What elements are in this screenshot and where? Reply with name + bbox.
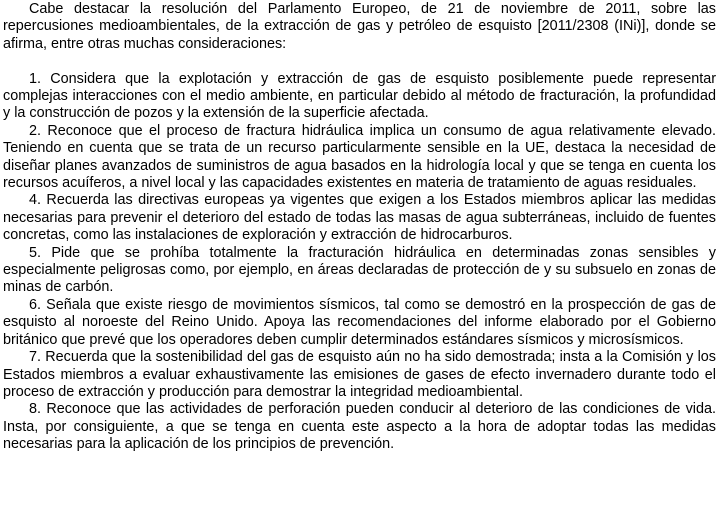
list-item-2: 2. Reconoce que el proceso de fractura hidráulica implica un consumo de agua relativamente elevado. Teniendo en cuenta que se trata de un recurso particularmente sensible en la UE, destaca la necesidad de diseñar planes avanzados de suministros de agua basados en la hidrología local y que se tenga en cuenta los recursos acuíferos, a nivel local y las capacidades existentes en materia de tratamiento de aguas residuales.	[3, 122, 716, 192]
list-item-4: 4. Recuerda las directivas europeas ya vigentes que exigen a los Estados miembros aplicar las medidas necesarias para prevenir el deterioro del estado de todas las masas de agua subterráneas, incluido de fuentes concretas, como las instalaciones de exploración y extracción de hidrocarburos.	[3, 192, 716, 244]
list-item-7: 7. Recuerda que la sostenibilidad del gas de esquisto aún no ha sido demostrada; insta a la Comisión y los Estados miembros a evaluar exhaustivamente las emisiones de gases de efecto invernadero durante todo el proceso de extracción y producción para demostrar la integridad medioambiental.	[3, 349, 716, 400]
list-item-6: 6. Señala que existe riesgo de movimientos sísmicos, tal como se demostró en la prospección de gas de esquisto al noroeste del Reino Unido. Apoya las recomendaciones del informe elaborado por el Gobierno británico que prevé que los operadores deben cumplir determinados estándares sísmicos y microsísmicos.	[3, 296, 716, 348]
document-body	[3, 1, 716, 454]
intro-paragraph: Cabe destacar la resolución del Parlamento Europeo, de 21 de noviembre de 2011, sobre las repercusiones medioambientales, de la extracción de gas y petróleo de esquisto [2011/2308 (INi)], donde se afirma, entre otras muchas consideraciones:	[3, 1, 716, 52]
list-item-8: 8. Reconoce que las actividades de perforación pueden conducir al deterioro de las condiciones de vida. Insta, por consiguiente, a que se tenga en cuenta este aspecto a la hora de adoptar todas las medidas necesarias para la aplicación de los principios de prevención.	[3, 401, 716, 453]
list-item-1: 1. Considera que la explotación y extracción de gas de esquisto posiblemente puede representar complejas interacciones con el medio ambiente, en particular debido al método de fracturación, la profundidad y la construcción de pozos y la extensión de la superficie afectada.	[3, 70, 716, 122]
list-item-5: 5. Pide que se prohíba totalmente la fracturación hidráulica en determinadas zonas sensibles y especialmente peligrosas como, por ejemplo, en áreas declaradas de protección de y su subsuelo en zonas de minas de carbón.	[3, 244, 716, 296]
